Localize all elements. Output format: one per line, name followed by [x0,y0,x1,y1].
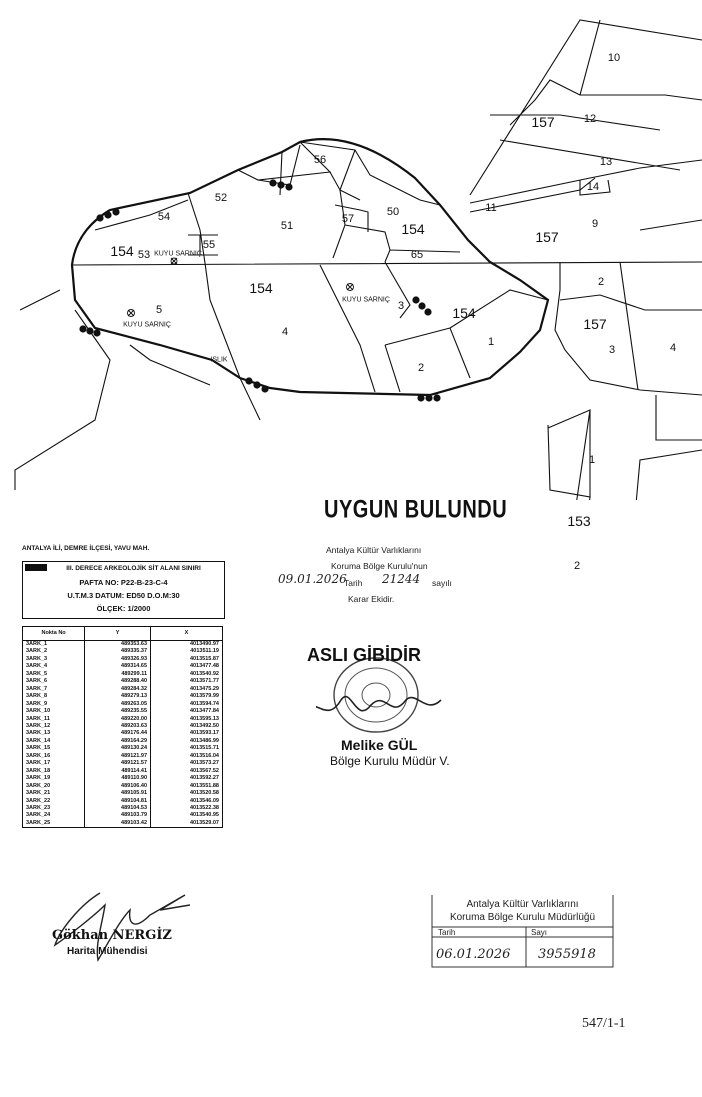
cell-x: 4013540.92 [151,671,223,678]
cell-x: 4013546.09 [151,798,223,805]
sheet-number: PAFTA NO: P22-B-23-C-4 [79,578,168,587]
coordinate-table [22,626,223,828]
parcel-label: 57 [341,213,355,225]
road-lines [15,290,260,490]
cell-x: 4013571.77 [151,678,223,685]
cell-pt: 3ARK_13 [23,730,85,737]
cell-x: 4013592.27 [151,775,223,782]
parcel-label: 157 [531,114,555,130]
cell-x: 4013477.48 [151,663,223,670]
approval-stamp: UYGUN BULUNDU [324,496,508,524]
cadastral-map [0,0,702,500]
parcel-label: 1 [487,336,495,348]
cell-y: 489235.55 [85,708,151,715]
cell-y: 489279.13 [85,693,151,700]
cell-x: 4013520.58 [151,790,223,797]
cell-pt: 3ARK_11 [23,716,85,723]
parcel-label: 157 [535,229,559,245]
table-row [23,783,223,790]
table-row [23,760,223,767]
cell-y: 489105.91 [85,790,151,797]
board-line-1: Antalya Kültür Varlıklarını [326,545,422,555]
table-row [23,701,223,708]
cell-x: 4013515.87 [151,656,223,663]
parcel-label: 2 [597,276,605,288]
table-row [23,656,223,663]
cell-y: 489164.29 [85,738,151,745]
table-row [23,790,223,797]
cell-y: 489103.42 [85,820,151,828]
decision-annex-note: Karar Ekidir. [348,594,395,604]
date-label: Tarih [344,578,363,588]
cell-pt: 3ARK_1 [23,641,85,649]
cell-pt: 3ARK_25 [23,820,85,828]
cell-x: 4013477.84 [151,708,223,715]
parcel-lines [72,142,702,392]
parcel-label: 5 [155,304,163,316]
table-row [23,678,223,685]
table-row [23,812,223,819]
numbered-label: sayılı [432,578,452,588]
right-parcels [470,20,702,500]
cell-pt: 3ARK_4 [23,663,85,670]
table-row [23,663,223,670]
cell-y: 489121.97 [85,753,151,760]
cell-pt: 3ARK_15 [23,745,85,752]
parcel-label: 12 [583,113,597,125]
decision-date: 09.01.2026 [278,572,347,586]
table-row [23,805,223,812]
datum-info: U.T.M.3 DATUM: ED50 D.O.M:30 [67,591,180,600]
cell-x: 4013516.04 [151,753,223,760]
cell-y: 489326.93 [85,656,151,663]
director-name: Melike GÜL [341,737,418,753]
cell-y: 489121.57 [85,760,151,767]
registry-stamp [430,893,615,968]
cell-y: 489114.41 [85,768,151,775]
cell-pt: 3ARK_12 [23,723,85,730]
feature-label: KUYU SARNIÇ [123,321,171,329]
parcel-label: 153 [567,513,591,529]
cell-y: 489220.00 [85,716,151,723]
registry-date-label: Tarih [438,928,456,937]
cell-pt: 3ARK_17 [23,760,85,767]
cell-pt: 3ARK_22 [23,798,85,805]
cell-pt: 3ARK_24 [23,812,85,819]
feature-label: KUYU SARNIÇ [342,296,390,304]
parcel-label: 9 [591,218,599,230]
col-header-y: Y [85,627,151,641]
board-line-2: Koruma Bölge Kurulu'nun [331,561,428,571]
col-header-x: X [151,627,223,641]
table-row [23,641,223,649]
cell-y: 489263.05 [85,701,151,708]
table-row [23,745,223,752]
cell-y: 489353.63 [85,641,151,649]
cell-pt: 3ARK_20 [23,783,85,790]
registry-date: 06.01.2026 [436,947,511,962]
table-row [23,753,223,760]
cell-pt: 3ARK_3 [23,656,85,663]
table-row [23,686,223,693]
table-row [23,648,223,655]
cell-pt: 3ARK_14 [23,738,85,745]
parcel-label: 52 [214,192,228,204]
cell-x: 4013594.74 [151,701,223,708]
cell-x: 4013573.27 [151,760,223,767]
cell-y: 489110.90 [85,775,151,782]
cell-y: 489314.65 [85,663,151,670]
parcel-label: 10 [607,52,621,64]
cell-pt: 3ARK_5 [23,671,85,678]
engineer-title: Harita Mühendisi [67,946,148,957]
registry-number: 3955918 [538,947,596,962]
cell-y: 489176.44 [85,730,151,737]
sheet-info-box [22,561,225,619]
cell-x: 4013511.19 [151,648,223,655]
parcel-label: 55 [202,239,216,251]
parcel-label: 154 [249,280,273,296]
coordinate-rows [23,641,223,828]
table-row [23,716,223,723]
parcel-label: 1 [588,454,596,466]
page-code: 547/1-1 [582,1016,626,1031]
site-boundary [72,139,548,395]
cell-pt: 3ARK_6 [23,678,85,685]
true-copy-stamp: ASLI GİBİDİR [307,645,422,665]
cell-pt: 3ARK_23 [23,805,85,812]
engineer-name: Gökhan NERGİZ [52,928,172,943]
cell-x: 4013490.97 [151,641,223,649]
cell-y: 489335.37 [85,648,151,655]
cell-x: 4013522.38 [151,805,223,812]
cell-x: 4013492.50 [151,723,223,730]
cell-pt: 3ARK_18 [23,768,85,775]
table-row [23,798,223,805]
cell-y: 489299.11 [85,671,151,678]
cell-x: 4013567.52 [151,768,223,775]
feature-label: IŞLIK [210,356,228,364]
table-row [23,708,223,715]
table-row [23,671,223,678]
cell-x: 4013579.99 [151,693,223,700]
parcel-label: 2 [417,362,425,374]
official-seal [316,655,456,735]
cell-pt: 3ARK_9 [23,701,85,708]
cell-pt: 3ARK_19 [23,775,85,782]
parcel-label: 50 [386,206,400,218]
cell-x: 4013540.95 [151,812,223,819]
cell-y: 489106.40 [85,783,151,790]
col-header-point: Nokta No [23,627,85,641]
cell-x: 4013593.17 [151,730,223,737]
parcel-label: 51 [280,220,294,232]
cell-pt: 3ARK_10 [23,708,85,715]
cell-x: 4013515.71 [151,745,223,752]
director-title: Bölge Kurulu Müdür V. [330,754,450,768]
cell-y: 489104.53 [85,805,151,812]
cell-x: 4013475.29 [151,686,223,693]
cell-x: 4013595.13 [151,716,223,723]
parcel-label: 4 [281,326,289,338]
decision-number: 21244 [382,572,421,586]
cell-y: 489103.79 [85,812,151,819]
cell-y: 489203.63 [85,723,151,730]
cell-x: 4013529.07 [151,820,223,828]
parcel-label: 54 [157,211,171,223]
parcel-label: 3 [608,344,616,356]
parcel-label: 11 [485,202,497,214]
cell-x: 4013486.99 [151,738,223,745]
parcel-label: 154 [452,305,476,321]
parcel-label: 56 [313,154,327,166]
cell-y: 489130.24 [85,745,151,752]
cell-pt: 3ARK_2 [23,648,85,655]
feature-label: KUYU SARNIÇ [154,250,202,258]
cell-y: 489284.32 [85,686,151,693]
table-row [23,738,223,745]
parcel-label: 65 [410,249,424,261]
table-row [23,693,223,700]
cell-pt: 3ARK_16 [23,753,85,760]
location-header: ANTALYA İLİ, DEMRE İLÇESİ, YAVU MAH. [22,545,150,552]
scale-info: ÖLÇEK: 1/2000 [96,604,151,613]
registry-line-2: Koruma Bölge Kurulu Müdürlüğü [449,912,596,923]
table-row [23,775,223,782]
cell-pt: 3ARK_8 [23,693,85,700]
parcel-label: 3 [397,300,405,312]
parcel-label: 2 [573,560,581,572]
registry-no-label: Sayı [531,928,548,937]
site-boundary-label: III. DERECE ARKEOLOJİK SİT ALANI SINIRI [66,565,201,572]
parcel-label: 53 [137,249,151,261]
table-row [23,730,223,737]
cell-y: 489104.81 [85,798,151,805]
parcel-label: 13 [599,156,613,168]
parcel-label: 14 [586,181,600,193]
table-row [23,723,223,730]
parcel-label: 154 [110,243,134,259]
cell-pt: 3ARK_21 [23,790,85,797]
table-row [23,768,223,775]
cell-y: 489288.40 [85,678,151,685]
parcel-label: 154 [401,221,425,237]
parcel-label: 4 [669,342,677,354]
table-row [23,820,223,828]
cell-x: 4013551.88 [151,783,223,790]
cell-pt: 3ARK_7 [23,686,85,693]
registry-line-1: Antalya Kültür Varlıklarını [466,899,579,910]
parcel-label: 157 [583,316,607,332]
